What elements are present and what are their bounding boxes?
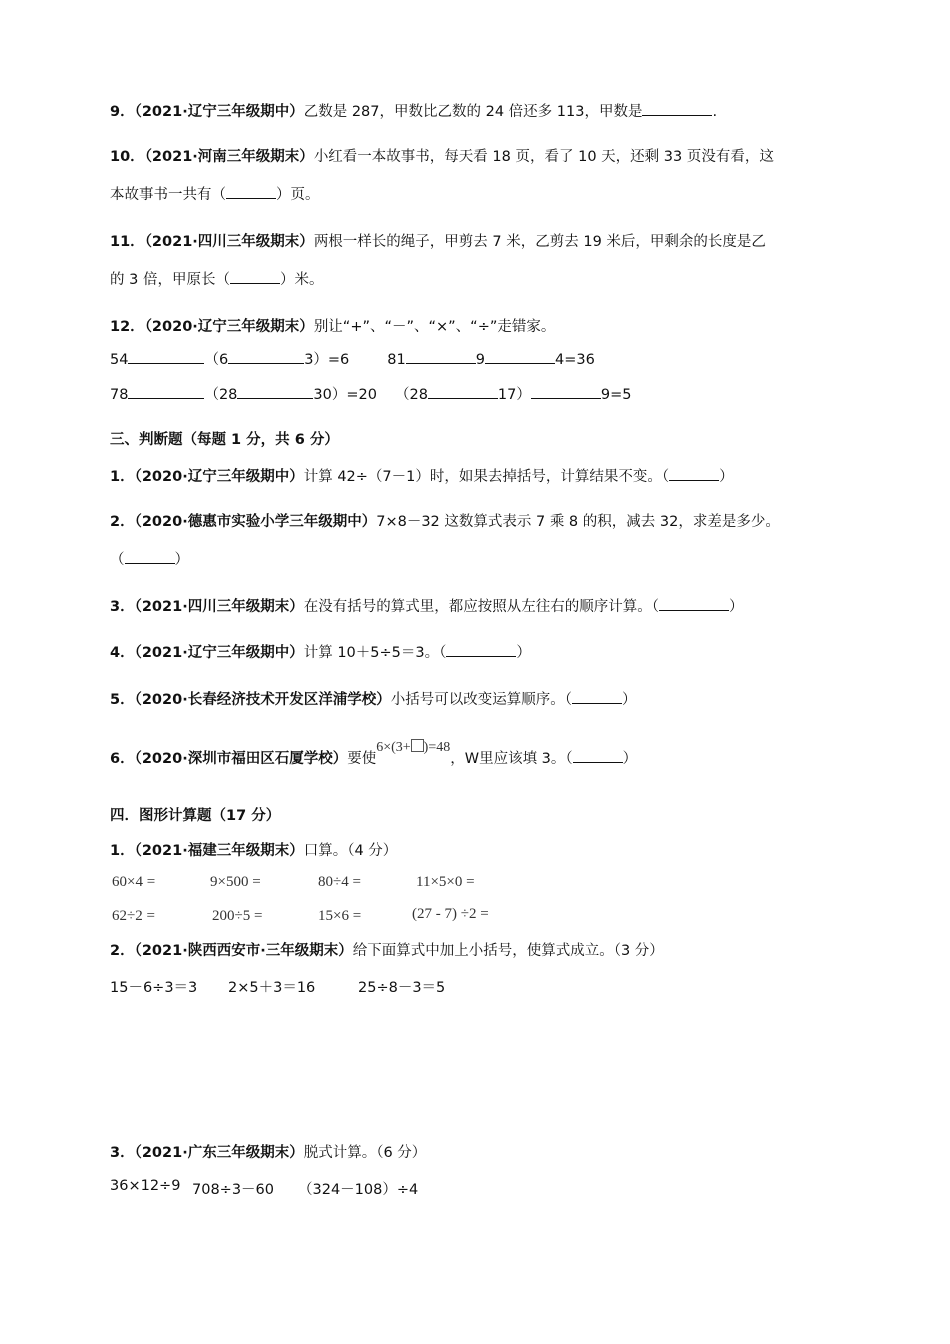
- question-12: [110, 318, 555, 336]
- answer-blank[interactable]: [428, 385, 498, 399]
- question-number: 11．: [110, 234, 145, 250]
- answer-blank[interactable]: [228, 350, 304, 364]
- step-calc-item: 708÷3－60: [192, 1182, 275, 1198]
- q12-row-1: 54 （6 3）=6 81 9 4=36: [110, 352, 595, 368]
- question-text: 别让“+”、“－”、“×”、“÷”走错家。: [313, 319, 556, 335]
- answer-blank[interactable]: [446, 643, 516, 657]
- calc-3: 3．（2021·广东三年级期末）脱式计算。（6 分）: [110, 1145, 427, 1161]
- oral-calc-item: 200÷5 =: [212, 908, 263, 924]
- calc-2: 2．（2021·陕西西安市·三年级期末）给下面算式中加上小括号，使算式成立。（3 分）: [110, 943, 664, 959]
- question-9: 9．（2021·辽宁三年级期中）乙数是 287，甲数比乙数的 24 倍还多 113，甲数是 .: [110, 104, 718, 120]
- question-11-line2: 的 3 倍，甲原长（ ）米。: [110, 272, 324, 288]
- oral-calc-item: 9×500 =: [210, 874, 261, 890]
- answer-blank[interactable]: [226, 185, 276, 199]
- oral-calc-item: 60×4 =: [112, 874, 156, 890]
- judge-6: 6．（2020·深圳市福田区石厦学校）要使6×(3+ )=48，W里应该填 3。（ ）: [110, 740, 638, 767]
- oral-calc-item: 11×5×0 =: [416, 874, 475, 890]
- answer-blank[interactable]: [573, 749, 623, 763]
- empty-box-icon: [411, 739, 424, 752]
- judge-4: 4．（2021·辽宁三年级期中）计算 10＋5÷5＝3。（ ）: [110, 645, 531, 661]
- answer-blank[interactable]: [230, 270, 280, 284]
- question-number: 10．: [110, 149, 145, 165]
- question-number: 12．: [110, 319, 145, 335]
- oral-calc-item: 80÷4 =: [318, 874, 361, 890]
- section-3-title: 三、判断题（每题 1 分，共 6 分）: [110, 432, 339, 448]
- oral-calc-item: 62÷2 =: [112, 908, 155, 924]
- bracket-item: 25÷8－3＝5: [358, 980, 446, 996]
- answer-blank[interactable]: [125, 550, 175, 564]
- question-source: （2020·辽宁三年级期末）: [144, 319, 314, 335]
- judge-3: 3．（2021·四川三年级期末）在没有括号的算式里，都应按照从左往右的顺序计算。（ ）: [110, 599, 744, 615]
- question-text: 小红看一本故事书，每天看 18 页，看了 10 天，还剩 33 页没有看，这: [313, 149, 774, 165]
- answer-blank[interactable]: [642, 102, 712, 116]
- calc-1: 1．（2021·福建三年级期末）口算。（4 分）: [110, 843, 398, 859]
- formula: 6×(3+ )=48: [376, 740, 451, 755]
- question-text: 乙数是 287，甲数比乙数的 24 倍还多 113，甲数是: [303, 104, 643, 120]
- answer-blank[interactable]: [659, 597, 729, 611]
- oral-calc-item: (27 - 7) ÷2 =: [412, 906, 489, 922]
- bracket-item: 2×5＋3＝16: [228, 980, 316, 996]
- judge-1: 1．（2020·辽宁三年级期中）计算 42÷（7－1）时，如果去掉括号，计算结果不变。（ ）: [110, 469, 734, 485]
- judge-2-line2: （ ）: [110, 552, 189, 568]
- question-10-line2: 本故事书一共有（ ）页。: [110, 187, 320, 203]
- question-text: 两根一样长的绳子，甲剪去 7 米，乙剪去 19 米后，甲剩余的长度是乙: [313, 234, 766, 250]
- oral-calc-item: 15×6 =: [318, 908, 362, 924]
- question-number: 9．: [110, 104, 135, 120]
- answer-blank[interactable]: [128, 350, 204, 364]
- answer-blank[interactable]: [128, 385, 204, 399]
- question-source: （2021·辽宁三年级期中）: [134, 104, 304, 120]
- answer-blank[interactable]: [406, 350, 476, 364]
- answer-blank[interactable]: [572, 690, 622, 704]
- judge-2: 2．（2020·德惠市实验小学三年级期中）7×8－32 这数算式表示 7 乘 8 的积，减去 32，求差是多少。: [110, 514, 780, 530]
- answer-blank[interactable]: [669, 467, 719, 481]
- question-source: （2021·河南三年级期末）: [144, 149, 314, 165]
- question-10: [110, 148, 774, 166]
- section-4-title: 四．图形计算题（17 分）: [110, 808, 281, 824]
- question-11: [110, 233, 766, 251]
- answer-blank[interactable]: [485, 350, 555, 364]
- step-calc-item: 36×12÷9: [110, 1178, 181, 1194]
- answer-blank[interactable]: [237, 385, 313, 399]
- question-source: （2021·四川三年级期末）: [144, 234, 314, 250]
- step-calc-item: （324－108）÷4: [298, 1182, 419, 1198]
- q12-row-2: 78 （28 30）=20 （28 17） 9=5: [110, 387, 632, 403]
- bracket-item: 15－6÷3＝3: [110, 980, 198, 996]
- judge-5: 5．（2020·长春经济技术开发区洋浦学校）小括号可以改变运算顺序。（ ）: [110, 692, 637, 708]
- answer-blank[interactable]: [531, 385, 601, 399]
